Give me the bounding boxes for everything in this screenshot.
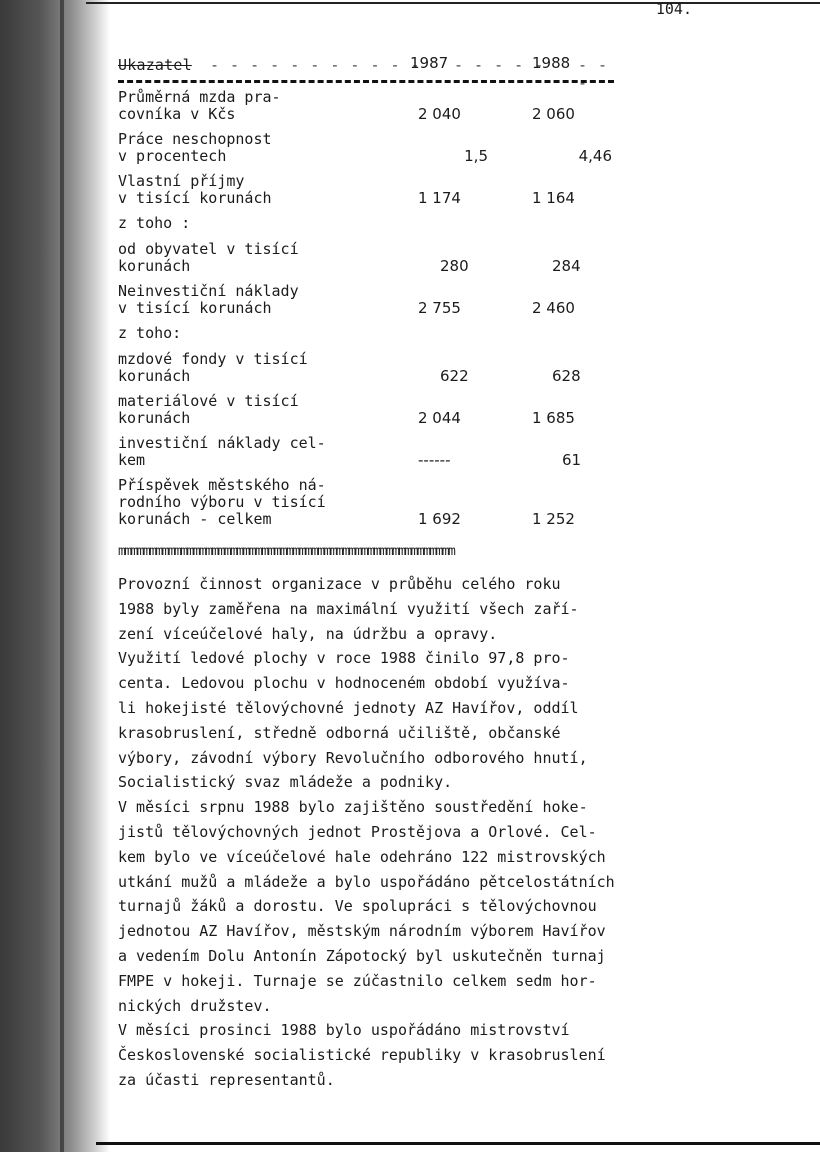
header-year-1987: 1987 [410,54,449,72]
value-1987: 622 [440,367,469,385]
table-row [118,241,618,275]
row-label: mzdové fondy v tisící korunách [118,350,308,385]
header-label: Ukazatel [118,56,192,74]
row-label: Práce neschopnost v procentech [118,130,272,165]
value-1987: 1 174 [418,189,461,207]
row-label: z toho: [118,324,182,342]
value-1988: 1 252 [532,510,575,528]
table-row [118,351,618,385]
table-row [118,435,618,469]
value-1988: 61 [562,451,582,469]
row-label: investiční náklady cel- kem [118,434,326,469]
row-label: Neinvestiční náklady v tisící korunách [118,282,299,317]
row-label: Průměrná mzda pra- covníka v Kčs [118,88,281,123]
value-1987: ------ [418,451,451,469]
row-label: materiálové v tisící korunách [118,392,299,427]
table-end-rule: mmmmmmmmmmmmmmmmmmmmmmmmmmmmmmmmmmmmmmmmmmmmmmmmmmmmmm [118,544,455,559]
row-label: Příspěvek městského ná- rodního výboru v tisící korunách - celkem [118,476,326,528]
body-text [118,572,688,1093]
table-row [118,283,618,317]
table-row [118,393,618,427]
table-row [118,477,618,528]
page-bottom-edge [96,1142,820,1145]
data-table [118,52,618,528]
header-year-1988: 1988 [532,54,571,72]
header-dash-leader: - - - - - - - - - - - [210,56,421,74]
value-1987: 2 755 [418,299,461,317]
paragraph: Využití ledové plochy v roce 1988 činilo 97,8 pro- centa. Ledovou plochu v hodnoceném období využíva- li hokejisté tělovýchovné jednoty AZ Havířov, oddíl krasobruslení, středně odborná učiliště, občanské výbory, závodní výbory Revolučního odborového hnutí, Socialistický svaz mládeže a podniky. [118,649,588,792]
row-label: Vlastní příjmy v tisící korunách [118,172,272,207]
scan-shadow [0,0,110,1152]
value-1987: 2 040 [418,105,461,123]
table-row [118,173,618,207]
value-1988: 2 060 [532,105,575,123]
table-subheading [118,215,618,232]
value-1988: 2 460 [532,299,575,317]
value-1988: 4,46 [578,147,612,165]
value-1987: 280 [440,257,469,275]
value-1988: 628 [552,367,581,385]
paragraph: V měsíci srpnu 1988 bylo zajištěno soustředění hoke- jistů tělovýchovných jednot Prostějova a Orlové. Cel- kem bylo ve víceúčelové hale odehráno 122 mistrovských utkání mužů a mládeže a bylo uspořádáno pětcelostátních turnajů žáků a dorostu. Ve spolupráci s tělovýchovnou jednotou AZ Havířov, městským národním výborem Havířov a vedením Dolu Antonín Zápotocký byl uskutečněn turnaj FMPE v hokeji. Turnaje se zúčastnilo celkem sedm hor- nických družstev. [118,798,615,1015]
row-label: z toho : [118,214,191,232]
table-row [118,89,618,123]
page-top-edge [86,2,820,4]
paragraph: V měsíci prosinci 1988 bylo uspořádáno mistrovství Československé socialistické republiky v krasobruslení za účasti representantů. [118,1021,606,1089]
page-number: 104. [655,0,692,18]
value-1987: 2 044 [418,409,461,427]
table-subheading [118,325,618,342]
value-1987: 1 692 [418,510,461,528]
value-1988: 1 685 [532,409,575,427]
table-row [118,131,618,165]
header-dash-leader: - - - - - [454,56,545,74]
paragraph: Provozní činnost organizace v průběhu celého roku 1988 byly zaměřena na maximální využití všech zaří- zení víceúčelové haly, na údržbu a opravy. [118,575,579,643]
value-1987: 1,5 [464,147,488,165]
table-header [118,52,618,92]
row-label: od obyvatel v tisící korunách [118,240,299,275]
header-dash-leader: - - - [578,56,609,92]
value-1988: 1 164 [532,189,575,207]
table-header-rule [118,80,614,83]
value-1988: 284 [552,257,581,275]
